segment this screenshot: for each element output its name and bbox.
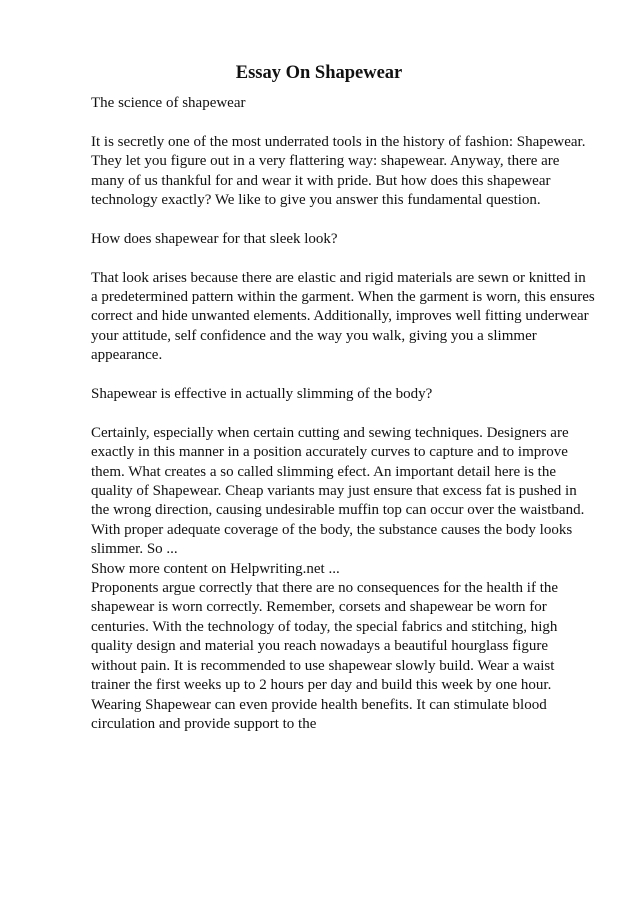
paragraph-question-sleek: How does shapewear for that sleek look?	[91, 230, 338, 247]
paragraph-subtitle: The science of shapewear	[91, 95, 246, 111]
paragraph-techniques: Certainly, especially when certain cutting and sewing techniques. Designers are exactly in this manner in a position accurately curves to capture and to improve them. What creates a so called slimming efect. An important detail here is the quality of Shapewear. Cheap variants may just ensure that excess fat is pushed in the wrong direction, causing undesirable muffin top can occur over the waistband. With proper adequate coverage of the body, the substance causes the body looks slimmer. So ...	[91, 424, 585, 558]
paragraph-materials: That look arises because there are elastic and rigid materials are sewn or knitted in a predetermined pattern within the garment. When the garment is worn, this ensures correct and hide unwanted elements. Additionally, improves well fitting underwear your attitude, self confidence and the way you walk, giving you a slimmer appearance.	[91, 269, 595, 364]
show-more-link: Show more content on Helpwriting.net ...	[91, 560, 340, 577]
document-title: Essay On Shapewear	[235, 63, 403, 83]
paragraph-intro: It is secretly one of the most underrated tools in the history of fashion: Shapewear. They let you figure out in a very flattering way: shapewear. Anyway, there are many of us thankful for and wear it with pride. But how does this shapewear technology exactly? We like to give you answer this fundamental question.	[91, 133, 586, 209]
document-body	[91, 94, 596, 734]
paragraph-question-slimming: Shapewear is effective in actually slimming of the body?	[91, 386, 433, 403]
paragraph-proponents: Proponents argue correctly that there are no consequences for the health if the shapewear is worn correctly. Remember, corsets and shapewear be worn for centuries. With the technology of today, the special fabrics and stitching, high quality design and material you reach nowadays a beautiful hourglass figure without pain. It is recommended to use shapewear slowly build. Wear a waist trainer the first weeks up to 2 hours per day and build this week by one hour. Wearing Shapewear can even provide health benefits. It can stimulate blood circulation and provide support to the	[91, 580, 559, 732]
